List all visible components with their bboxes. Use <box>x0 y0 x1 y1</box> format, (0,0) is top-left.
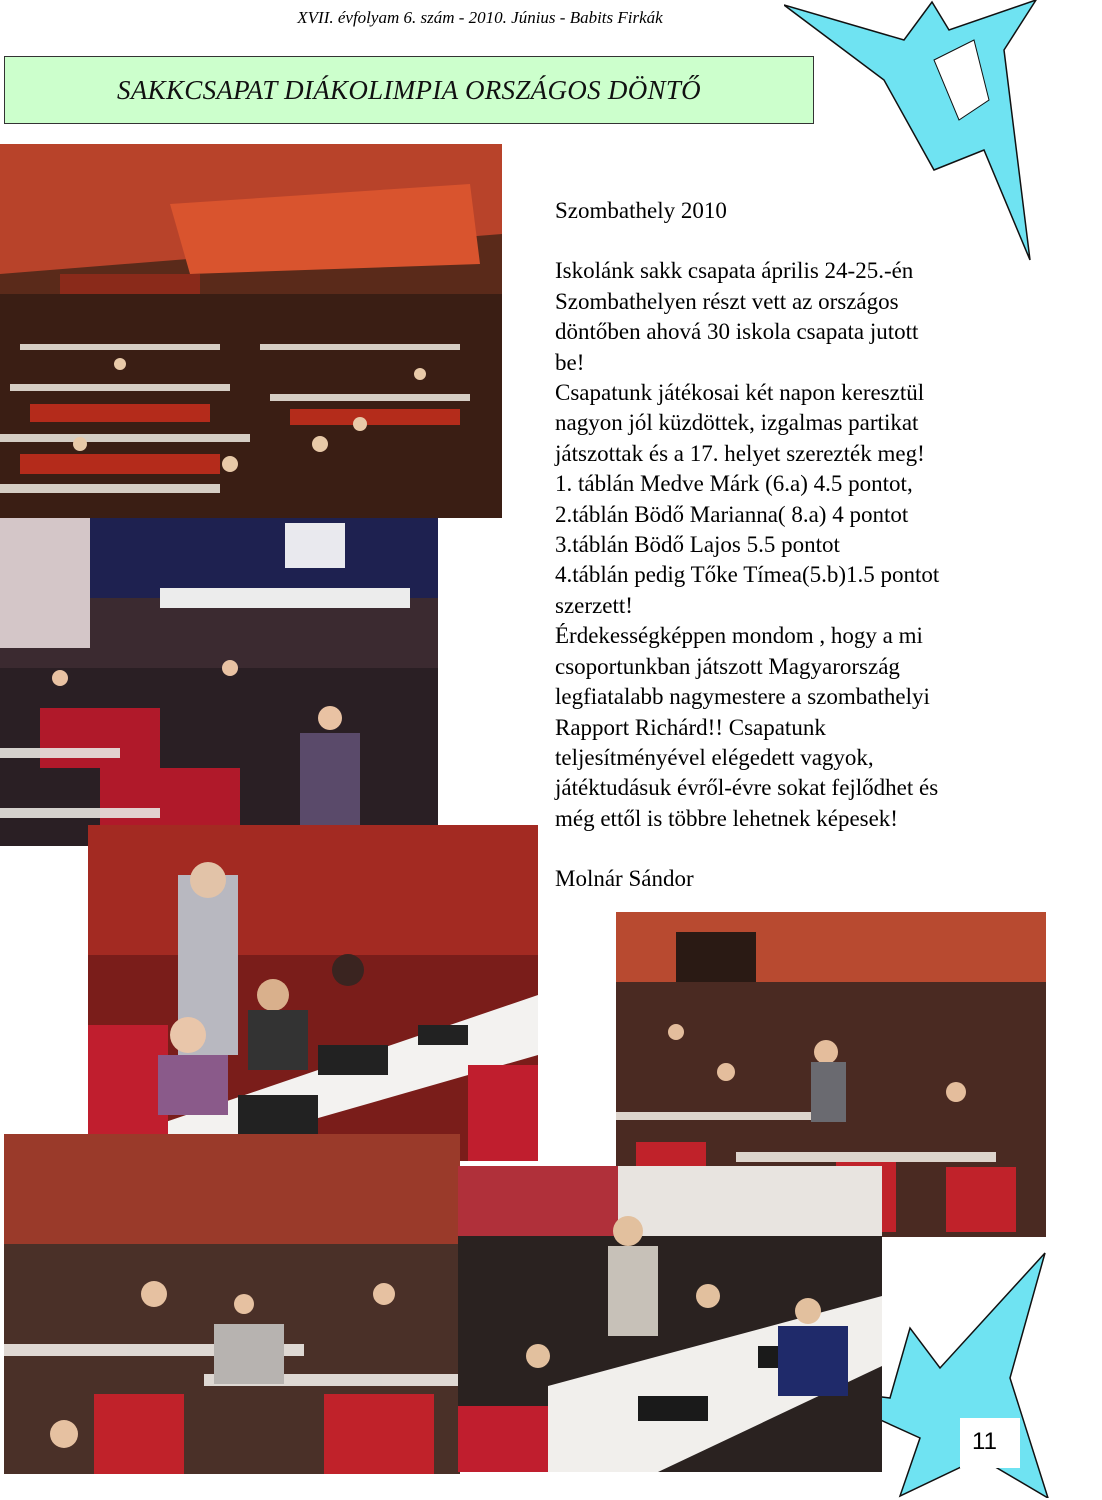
page-title: SAKKCSAPAT DIÁKOLIMPIA ORSZÁGOS DÖNTŐ <box>117 74 701 105</box>
photo-boys-at-tables <box>458 1166 882 1472</box>
photo-girl-at-chessboard <box>88 825 538 1161</box>
photo-players-bottom-left <box>4 1134 460 1474</box>
article-line: teljesítményével elégedett vagyok, <box>555 744 874 770</box>
article-heading: Szombathely 2010 <box>555 198 727 223</box>
article-author: Molnár Sándor <box>555 866 694 892</box>
article-line: 3.táblán Bödő Lajos 5.5 pontot <box>555 532 840 558</box>
article-line: játéktudásuk évről-évre sokat fejlődhet és <box>555 775 939 801</box>
article-line: Érdekességképpen mondom , hogy a mi <box>555 623 923 649</box>
article-line: Rapport Richárd!! Csapatunk <box>555 714 826 740</box>
article-line: legfiatalabb nagymestere a szombathelyi <box>555 684 930 710</box>
photo-tournament-hall <box>0 144 502 518</box>
photo-players-blue-stage <box>0 518 438 846</box>
article-line: Iskolánk sakk csapata április 24-25.-én <box>555 258 914 284</box>
article-line: még ettől is többre lehetnek képesek! <box>555 805 898 831</box>
article-line: 4.táblán pedig Tőke Tímea(5.b)1.5 pontot <box>555 562 940 588</box>
article-line: szerzett! <box>555 592 633 618</box>
issue-header: XVII. évfolyam 6. szám - 2010. Június - Babits Firkák <box>297 8 663 27</box>
article-line: Szombathelyen részt vett az országos <box>555 288 899 314</box>
article-body <box>555 196 1025 895</box>
article-line: játszottak és a 17. helyet szerezték meg! <box>555 440 925 466</box>
article-line: nagyon jól küzdöttek, izgalmas partikat <box>555 410 919 436</box>
article-line: Csapatunk játékosai két napon keresztül <box>555 380 925 406</box>
page-title-box <box>4 56 814 124</box>
article-line: 1. táblán Medve Márk (6.a) 4.5 pontot, <box>555 471 913 497</box>
article-line: döntőben ahová 30 iskola csapata jutott <box>555 319 919 345</box>
article-line: be! <box>555 349 585 375</box>
page-number: 11 <box>972 1428 997 1455</box>
article-line: csoportunkban játszott Magyarország <box>555 653 900 679</box>
article-line: 2.táblán Bödő Marianna( 8.a) 4 pontot <box>555 501 909 527</box>
